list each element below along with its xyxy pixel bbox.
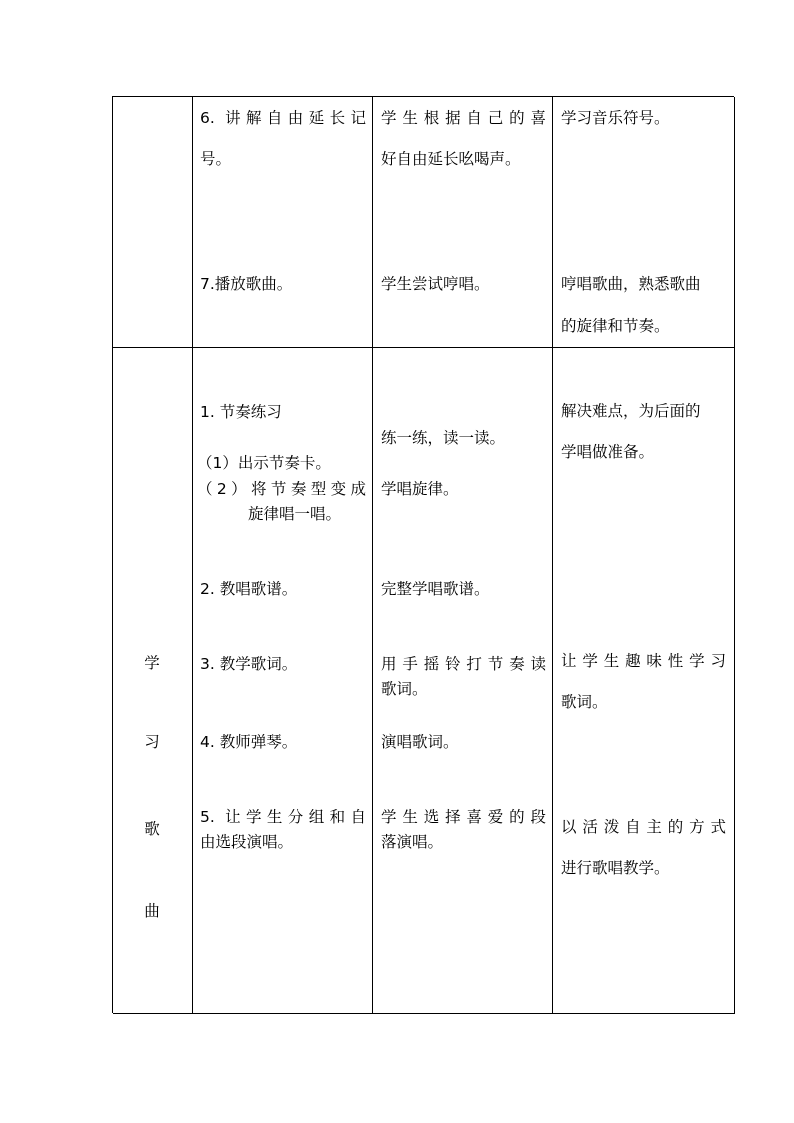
row1-intent-cell (553, 97, 735, 348)
intent-3-line1: 以活泼自主的方式 (561, 818, 726, 836)
teacher-item-2: 2. 教唱歌谱。 (200, 580, 298, 598)
intent-text-1: 学习音乐符号。 (561, 109, 670, 127)
row1-student-cell (373, 97, 553, 348)
section-label-char-2: 习 (144, 733, 160, 751)
section-label-char-4: 曲 (144, 902, 160, 920)
student-activity-3: 完整学唱歌谱。 (381, 580, 490, 598)
section-label-char-1: 学 (144, 654, 160, 672)
lesson-plan-table (112, 96, 734, 1013)
student-activity-5: 演唱歌词。 (381, 733, 459, 751)
teacher-item-7: 7.播放歌曲。 (200, 275, 293, 293)
student-text-1-line1: 学生根据自己的喜 (381, 109, 546, 127)
row1-label-cell (113, 97, 193, 348)
row2-section-label-cell (113, 348, 193, 1014)
intent-2-line2: 歌词。 (561, 693, 608, 711)
student-activity-6-line2: 落演唱。 (381, 833, 444, 851)
student-text-1-line2: 好自由延长吆喝声。 (381, 150, 521, 168)
teacher-item-6-line2: 号。 (200, 150, 232, 168)
teacher-item-5-line1: 5. 让学生分组和自 (200, 808, 366, 826)
row2-intent-cell (553, 348, 735, 1014)
intent-3-line2: 进行歌唱教学。 (561, 859, 670, 877)
row2-student-cell (373, 348, 553, 1014)
teacher-item-1-sub-2-line2: 旋律唱一唱。 (248, 505, 342, 523)
teacher-item-3: 3. 教学歌词。 (200, 655, 298, 673)
student-activity-2: 学唱旋律。 (381, 480, 459, 498)
student-activity-4-line2: 歌词。 (381, 680, 428, 698)
teacher-item-6-line1: 6. 讲解自由延长记 (200, 109, 366, 127)
row1-teacher-cell (193, 97, 373, 348)
intent-1-line1: 解决难点，为后面的 (561, 402, 701, 420)
student-activity-4-line1: 用手摇铃打节奏读 (381, 655, 546, 673)
intent-text-2-line1: 哼唱歌曲，熟悉歌曲 (561, 275, 701, 293)
intent-text-2-line2: 的旋律和节奏。 (561, 317, 670, 335)
teacher-item-1-sub-1: （1）出示节奏卡。 (197, 454, 331, 472)
student-activity-6-line1: 学生选择喜爱的段 (381, 808, 546, 826)
section-label-char-3: 歌 (144, 820, 160, 838)
intent-2-line1: 让学生趣味性学习 (561, 652, 726, 670)
teacher-item-4: 4. 教师弹琴。 (200, 733, 298, 751)
student-text-2: 学生尝试哼唱。 (381, 275, 490, 293)
intent-1-line2: 学唱做准备。 (561, 443, 655, 461)
teacher-item-5-line2: 由选段演唱。 (200, 833, 294, 851)
teacher-item-1: 1. 节奏练习 (200, 403, 282, 421)
teacher-item-1-sub-2-line1: （2）将节奏型变成 (197, 480, 366, 498)
row2-teacher-cell (193, 348, 373, 1014)
student-activity-1: 练一练，读一读。 (381, 429, 506, 447)
